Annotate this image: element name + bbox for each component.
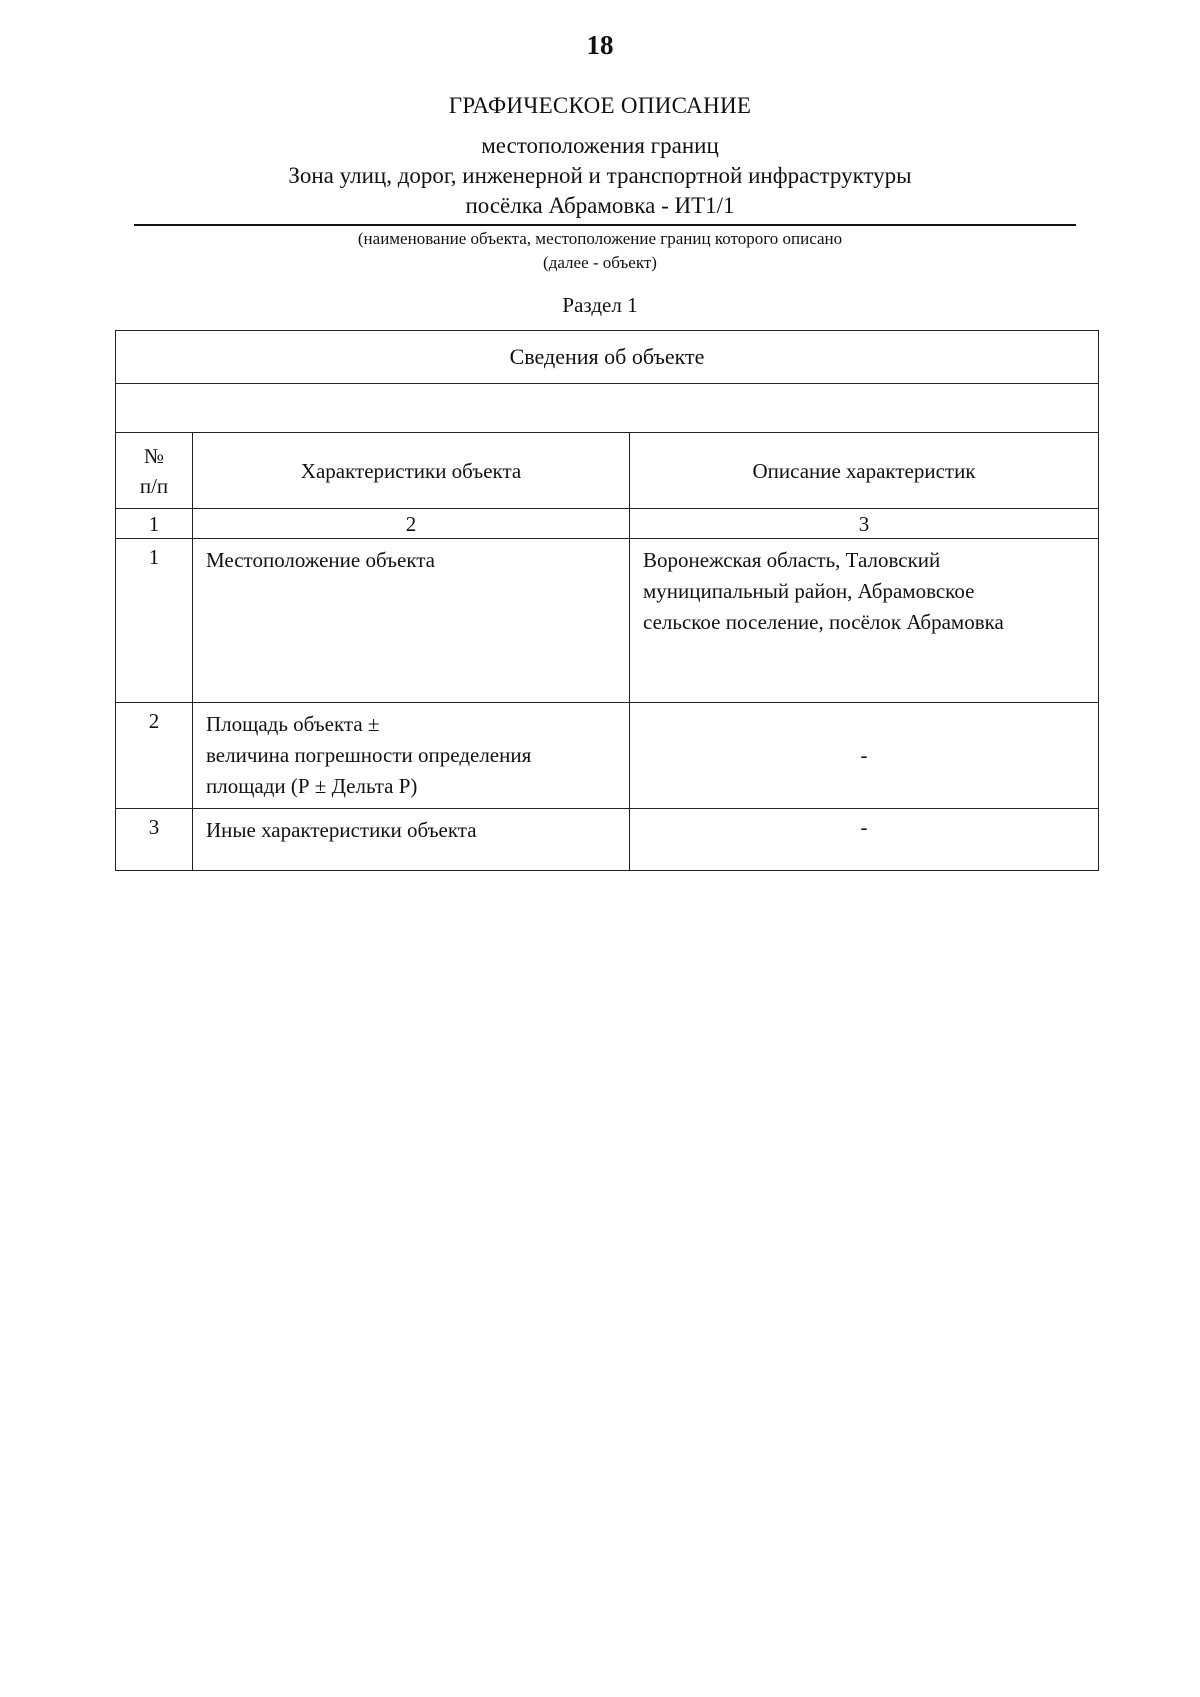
page-number: 18 (586, 30, 614, 60)
table-row (116, 809, 1099, 871)
row-description: - (630, 809, 1099, 871)
characteristic-line-2: величина погрешности определения (206, 743, 532, 767)
row-description: - (630, 703, 1099, 809)
column-header-number-line-1: № (143, 443, 165, 468)
column-header-row (116, 433, 1099, 509)
row-number: 1 (116, 539, 193, 703)
table-empty-row (116, 384, 1099, 433)
subtitle-line-2: Зона улиц, дорог, инженерной и транспортной инфраструктуры (288, 163, 912, 188)
caption-line-1: (наименование объекта, местоположение границ которого описано (357, 229, 843, 248)
table-row (116, 539, 1099, 703)
column-header-number (116, 433, 193, 509)
description-line-1: Воронежская область, Таловский (643, 548, 941, 572)
row-characteristic (193, 703, 630, 809)
column-number-row (116, 509, 1099, 539)
table-row (116, 703, 1099, 809)
object-info-table (115, 330, 1099, 871)
characteristic-line-3: площади (Р ± Дельта Р) (206, 774, 418, 798)
description-line-2: муниципальный район, Абрамовское (643, 579, 975, 603)
subtitle-line-3: посёлка Абрамовка - ИТ1/1 (465, 193, 735, 218)
column-header-characteristics: Характеристики объекта (193, 433, 630, 509)
column-number-2: 2 (193, 509, 630, 539)
row-number: 2 (116, 703, 193, 809)
characteristic-line-1: Площадь объекта ± (206, 712, 380, 736)
row-description (630, 539, 1099, 703)
section-title: Раздел 1 (562, 293, 638, 317)
caption-line-2: (далее - объект) (543, 253, 657, 272)
empty-cell (116, 384, 1099, 433)
column-number-1: 1 (116, 509, 193, 539)
row-characteristic: Местоположение объекта (193, 539, 630, 703)
subtitle-line-1: местоположения границ (481, 133, 719, 158)
row-number: 3 (116, 809, 193, 871)
title-underline (134, 224, 1076, 226)
table-heading-row (116, 331, 1099, 384)
column-number-3: 3 (630, 509, 1099, 539)
description-line-3: сельское поселение, посёлок Абрамовка (643, 610, 1004, 634)
table-heading: Сведения об объекте (116, 331, 1099, 384)
column-header-description: Описание характеристик (630, 433, 1099, 509)
column-header-number-line-2: п/п (139, 473, 169, 498)
document-title: ГРАФИЧЕСКОЕ ОПИСАНИЕ (448, 93, 752, 118)
row-characteristic: Иные характеристики объекта (193, 809, 630, 871)
